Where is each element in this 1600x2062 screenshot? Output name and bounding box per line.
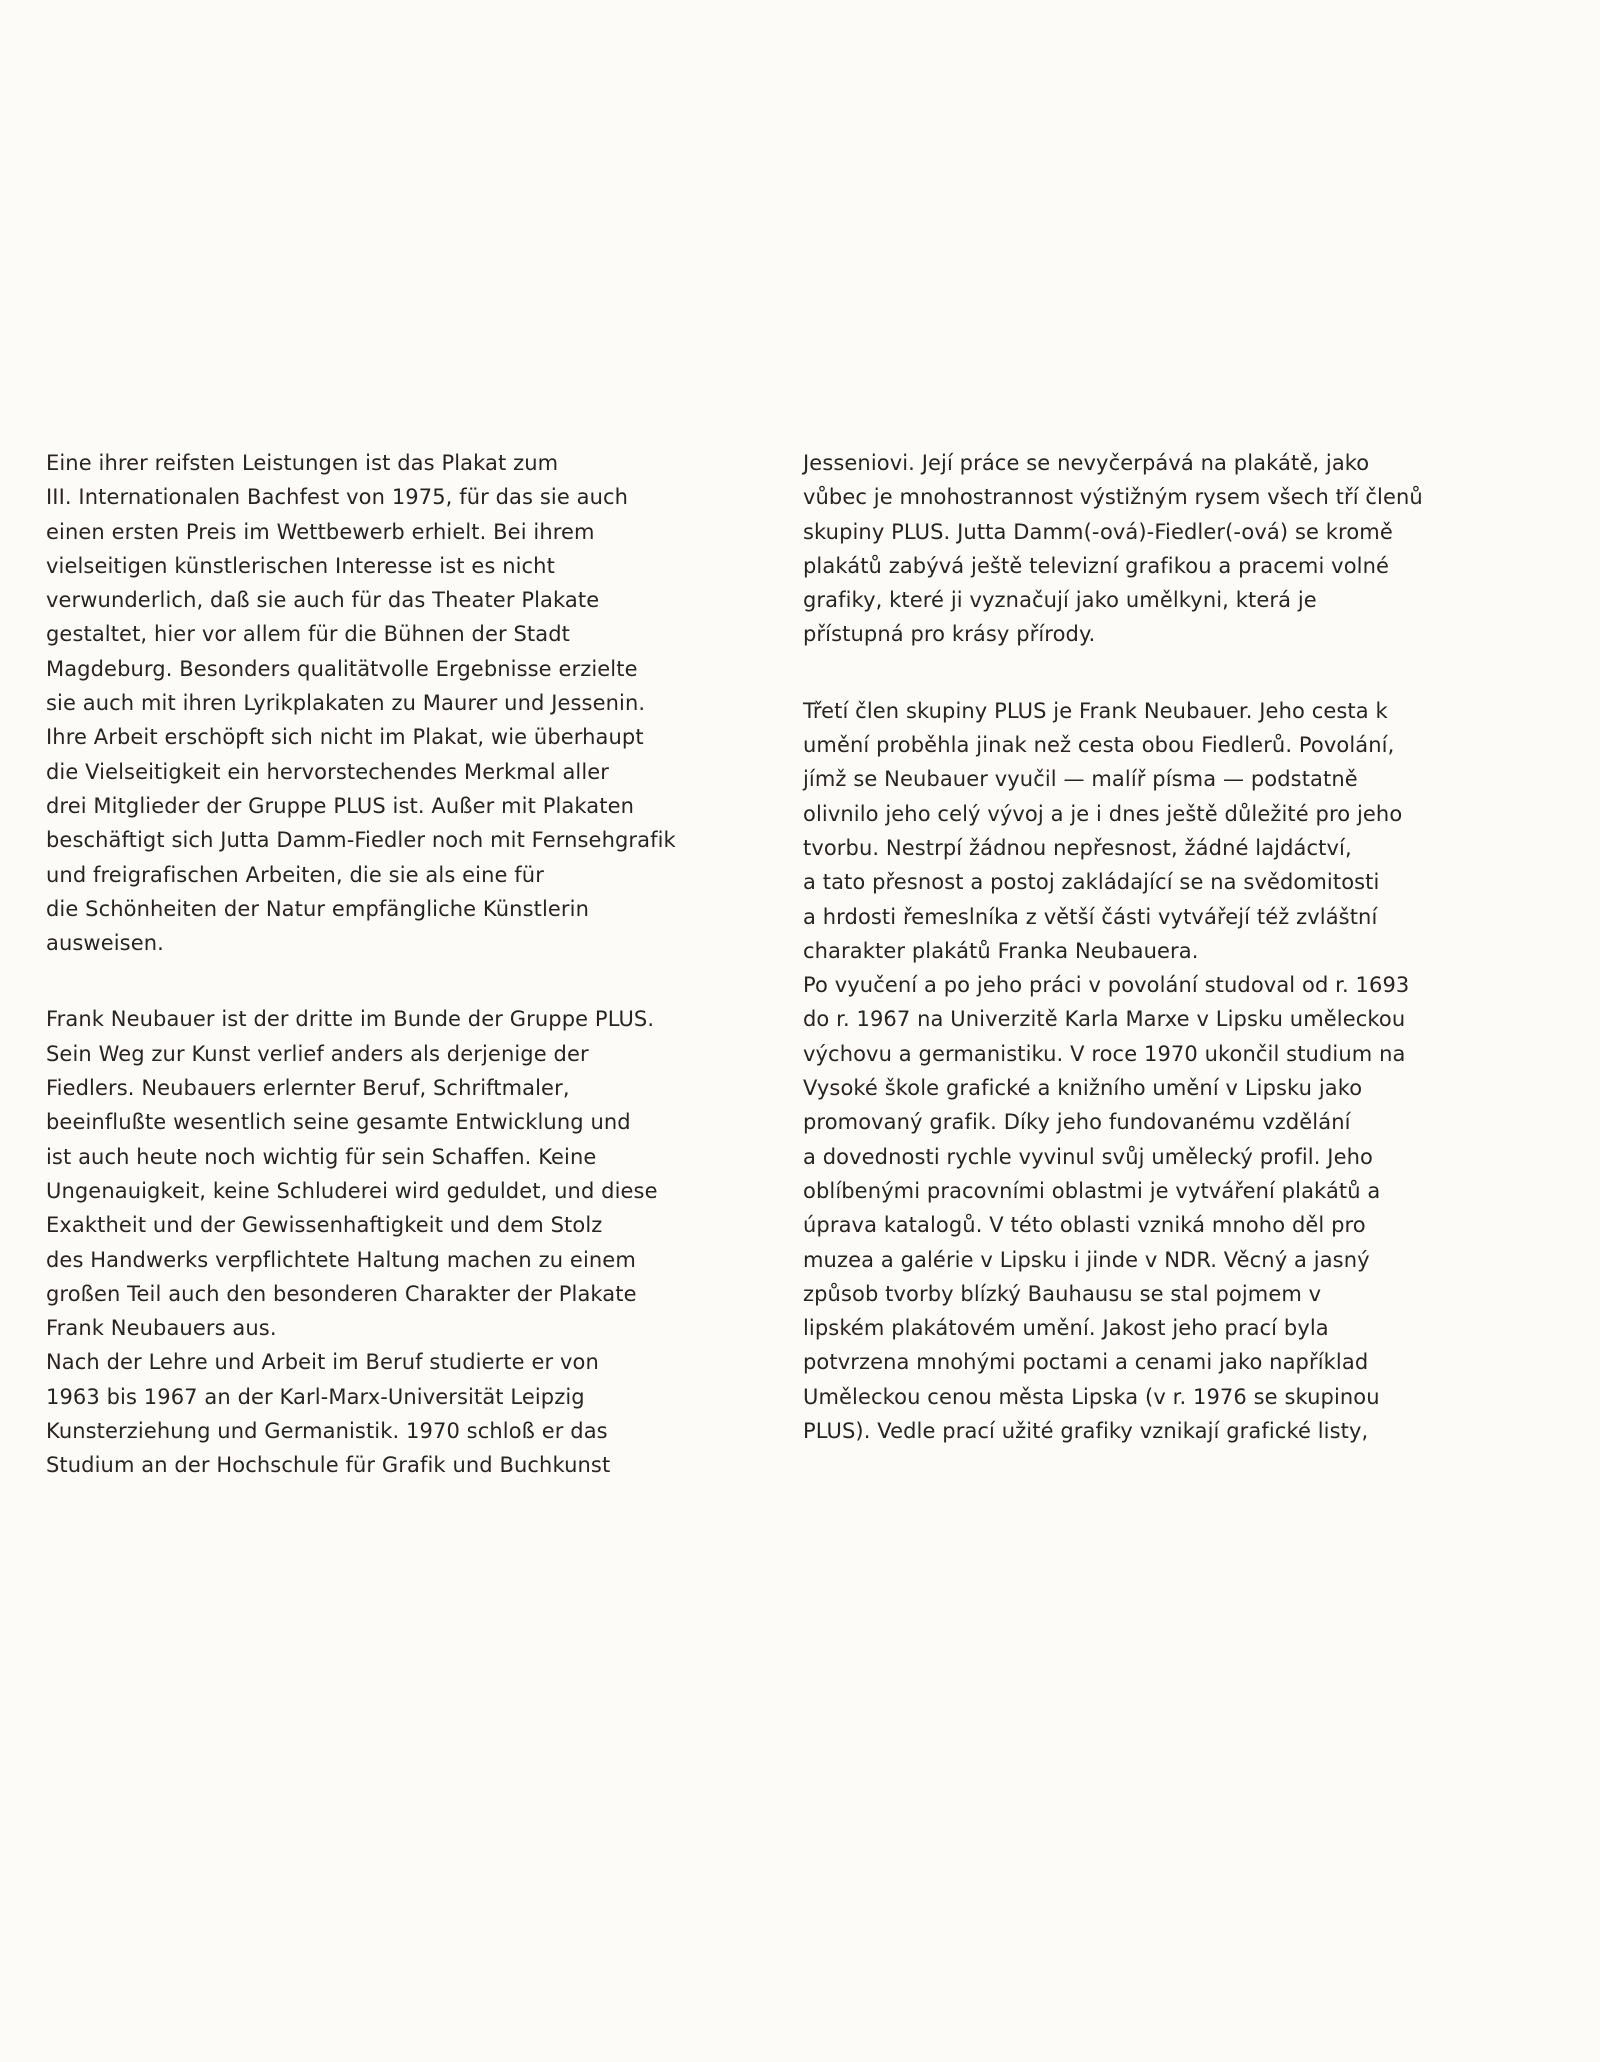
text-line: oblíbenými pracovními oblastmi je vytváření plakátů a: [803, 1178, 1381, 1203]
text-line: Ungenauigkeit, keine Schluderei wird geduldet, und diese: [46, 1178, 658, 1203]
text-line: Fiedlers. Neubauers erlernter Beruf, Schriftmaler,: [46, 1076, 570, 1101]
czech-paragraph-1: [803, 446, 1553, 652]
text-line: grafiky, které ji vyznačují jako umělkyni, která je: [803, 588, 1317, 613]
text-line: Sein Weg zur Kunst verlief anders als derjenige der: [46, 1041, 589, 1066]
czech-text-column: [803, 446, 1553, 1448]
german-paragraph-1: [46, 446, 786, 960]
text-line: Magdeburg. Besonders qualitätvolle Ergebnisse erzielte: [46, 656, 638, 681]
german-text-column: [46, 446, 786, 1483]
german-paragraph-2: [46, 1002, 786, 1482]
text-line: a dovednosti rychle vyvinul svůj umělecký profil. Jeho: [803, 1144, 1373, 1169]
text-line: ausweisen.: [46, 931, 164, 956]
paragraph-gap: [803, 652, 1553, 694]
text-line: Frank Neubauer ist der dritte im Bunde der Gruppe PLUS.: [46, 1007, 655, 1032]
text-line: Exaktheit und der Gewissenhaftigkeit und dem Stolz: [46, 1213, 603, 1238]
text-line: Eine ihrer reifsten Leistungen ist das Plakat zum: [46, 451, 559, 475]
text-line: vielseitigen künstlerischen Interesse ist es nicht: [46, 553, 555, 578]
text-line: olivnilo jeho celý vývoj a je i dnes ještě důležité pro jeho: [803, 801, 1403, 826]
text-line: III. Internationalen Bachfest von 1975, für das sie auch: [46, 485, 629, 510]
text-line: muzea a galérie v Lipsku i jinde v NDR. Věcný a jasný: [803, 1247, 1370, 1272]
text-line: charakter plakátů Franka Neubauera.: [803, 938, 1199, 963]
text-line: potvrzena mnohými poctami a cenami jako například: [803, 1350, 1369, 1375]
czech-paragraph-2: [803, 694, 1553, 1449]
text-line: Studium an der Hochschule für Grafik und Buchkunst: [46, 1453, 611, 1478]
text-line: Třetí člen skupiny PLUS je Frank Neubauer. Jeho cesta k: [803, 698, 1388, 723]
text-line: promovaný grafik. Díky jeho fundovanému vzdělání: [803, 1110, 1351, 1135]
text-line: Vysoké škole grafické a knižního umění v Lipsku jako: [803, 1076, 1363, 1101]
text-line: PLUS). Vedle prací užité grafiky vznikají grafické listy,: [803, 1419, 1369, 1444]
text-line: sie auch mit ihren Lyrikplakaten zu Maurer und Jessenin.: [46, 691, 646, 716]
text-line: skupiny PLUS. Jutta Damm(-ová)-Fiedler(-ová) se kromě: [803, 519, 1393, 544]
text-line: plakátů zabývá ještě televizní grafikou a pracemi volné: [803, 553, 1390, 578]
text-line: Uměleckou cenou města Lipska (v r. 1976 se skupinou: [803, 1384, 1380, 1409]
text-line: do r. 1967 na Univerzitě Karla Marxe v Lipsku uměleckou: [803, 1007, 1406, 1032]
text-line: umění proběhla jinak než cesta obou Fiedlerů. Povolání,: [803, 733, 1395, 758]
paragraph-gap: [46, 960, 786, 1002]
text-line: Po vyučení a po jeho práci v povolání studoval od r. 1693: [803, 973, 1410, 998]
text-line: 1963 bis 1967 an der Karl-Marx-Universität Leipzig: [46, 1384, 585, 1409]
text-line: des Handwerks verpflichtete Haltung machen zu einem: [46, 1247, 636, 1272]
text-line: ist auch heute noch wichtig für sein Schaffen. Keine: [46, 1144, 597, 1169]
text-line: výchovu a germanistiku. V roce 1970 ukončil studium na: [803, 1041, 1406, 1066]
text-line: Frank Neubauers aus.: [46, 1316, 277, 1341]
text-line: Nach der Lehre und Arbeit im Beruf studierte er von: [46, 1350, 599, 1375]
text-line: die Schönheiten der Natur empfängliche Künstlerin: [46, 896, 589, 921]
text-line: und freigrafischen Arbeiten, die sie als eine für: [46, 862, 544, 887]
text-line: a tato přesnost a postoj zakládající se na svědomitosti: [803, 870, 1380, 895]
text-line: přístupná pro krásy přírody.: [803, 622, 1096, 647]
text-line: Kunsterziehung und Germanistik. 1970 schloß er das: [46, 1419, 608, 1444]
text-line: beschäftigt sich Jutta Damm-Fiedler noch mit Fernsehgrafik: [46, 828, 676, 853]
text-line: einen ersten Preis im Wettbewerb erhielt. Bei ihrem: [46, 519, 595, 544]
text-line: verwunderlich, daß sie auch für das Theater Plakate: [46, 588, 600, 613]
text-line: die Vielseitigkeit ein hervorstechendes Merkmal aller: [46, 759, 610, 784]
text-line: gestaltet, hier vor allem für die Bühnen der Stadt: [46, 622, 570, 647]
text-line: Jesseniovi. Její práce se nevyčerpává na plakátě, jako: [803, 451, 1370, 475]
text-line: Ihre Arbeit erschöpft sich nicht im Plakat, wie überhaupt: [46, 725, 644, 750]
text-line: jímž se Neubauer vyučil — malíř písma — podstatně: [803, 767, 1358, 792]
text-line: způsob tvorby blízký Bauhausu se stal pojmem v: [803, 1281, 1322, 1306]
text-line: tvorbu. Nestrpí žádnou nepřesnost, žádné lajdáctví,: [803, 835, 1352, 860]
text-line: beeinflußte wesentlich seine gesamte Entwicklung und: [46, 1110, 631, 1135]
text-line: drei Mitglieder der Gruppe PLUS ist. Außer mit Plakaten: [46, 793, 635, 818]
text-line: vůbec je mnohostrannost výstižným rysem všech tří členů: [803, 485, 1423, 510]
text-line: úprava katalogů. V této oblasti vzniká mnoho děl pro: [803, 1213, 1366, 1238]
text-line: großen Teil auch den besonderen Charakter der Plakate: [46, 1281, 637, 1306]
text-line: lipském plakátovém umění. Jakost jeho prací byla: [803, 1316, 1329, 1341]
text-line: a hrdosti řemeslníka z větší části vytvářejí též zvláštní: [803, 904, 1378, 929]
